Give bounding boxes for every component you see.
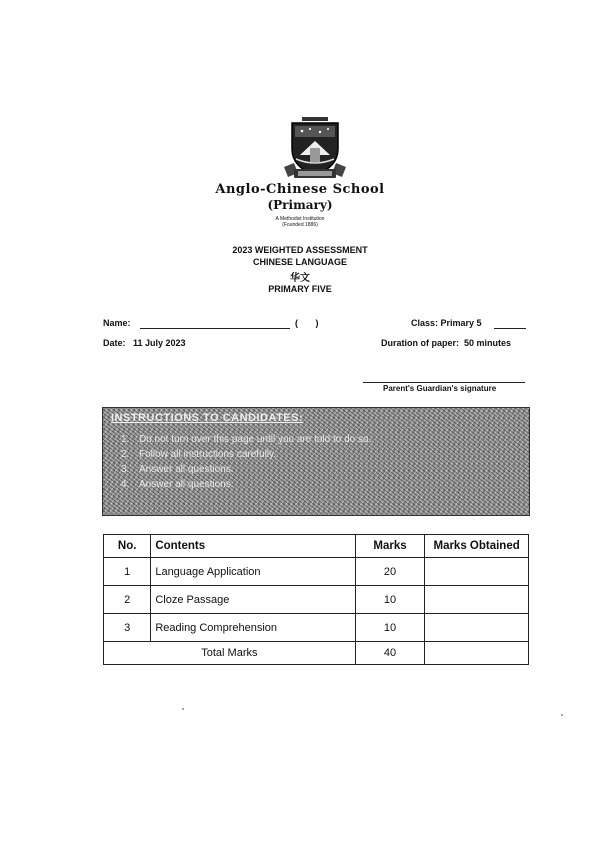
instruction-item: 3. Answer all questions. bbox=[121, 464, 234, 475]
assessment-title: 2023 WEIGHTED ASSESSMENT bbox=[232, 245, 368, 255]
school-name: Anglo-Chinese School bbox=[215, 182, 385, 197]
signature-line[interactable] bbox=[363, 382, 525, 383]
name-label: Name: bbox=[103, 318, 131, 328]
row-marks-obtained[interactable] bbox=[425, 586, 529, 614]
row-marks: 10 bbox=[355, 586, 424, 614]
instructions-list bbox=[121, 432, 371, 492]
index-number-bracket: ( ) bbox=[295, 318, 319, 328]
table-row bbox=[104, 558, 529, 586]
row-marks: 20 bbox=[355, 558, 424, 586]
level-title: PRIMARY FIVE bbox=[268, 284, 332, 294]
total-row bbox=[104, 642, 529, 665]
scan-speck bbox=[182, 708, 184, 710]
row-no: 3 bbox=[104, 614, 151, 642]
founded-note: (Founded 1886) bbox=[282, 222, 318, 228]
header-contents: Contents bbox=[151, 535, 355, 558]
instruction-item: 4. Answer all questions. bbox=[121, 479, 234, 490]
row-contents: Cloze Passage bbox=[151, 586, 355, 614]
row-no: 2 bbox=[104, 586, 151, 614]
school-crest-logo bbox=[280, 115, 350, 185]
marks-table bbox=[103, 534, 529, 665]
signature-label: Parent's Guardian's signature bbox=[383, 384, 497, 393]
duration-label: Duration of paper: 50 minutes bbox=[381, 338, 512, 348]
subject-chinese: 华文 bbox=[290, 273, 310, 284]
instruction-item: 1. Do not turn over this page until you are told to do so. bbox=[121, 434, 372, 445]
subject-title: CHINESE LANGUAGE bbox=[252, 257, 347, 267]
header-marks-obtained: Marks Obtained bbox=[425, 535, 529, 558]
table-row bbox=[104, 614, 529, 642]
date-label: Date: 11 July 2023 bbox=[103, 338, 186, 348]
class-label: Class: Primary 5 bbox=[411, 318, 482, 328]
row-contents: Reading Comprehension bbox=[151, 614, 355, 642]
row-marks-obtained[interactable] bbox=[425, 558, 529, 586]
header-marks: Marks bbox=[355, 535, 424, 558]
row-marks: 10 bbox=[355, 614, 424, 642]
scan-speck bbox=[561, 714, 563, 716]
header-no: No. bbox=[104, 535, 151, 558]
instruction-item: 2. Follow all instructions carefully. bbox=[121, 449, 277, 460]
methodist-note: A Methodist Institution bbox=[275, 216, 325, 222]
total-label: Total Marks bbox=[104, 642, 356, 665]
row-contents: Language Application bbox=[151, 558, 355, 586]
instructions-box bbox=[102, 407, 530, 516]
table-row bbox=[104, 586, 529, 614]
school-sub: (Primary) bbox=[267, 198, 333, 212]
total-marks-obtained[interactable] bbox=[425, 642, 529, 665]
instructions-title: INSTRUCTIONS TO CANDIDATES: bbox=[111, 412, 304, 424]
row-no: 1 bbox=[104, 558, 151, 586]
name-input-line[interactable] bbox=[140, 328, 290, 329]
row-marks-obtained[interactable] bbox=[425, 614, 529, 642]
class-input-line[interactable] bbox=[494, 328, 526, 329]
total-marks: 40 bbox=[355, 642, 424, 665]
table-header-row bbox=[104, 535, 529, 558]
